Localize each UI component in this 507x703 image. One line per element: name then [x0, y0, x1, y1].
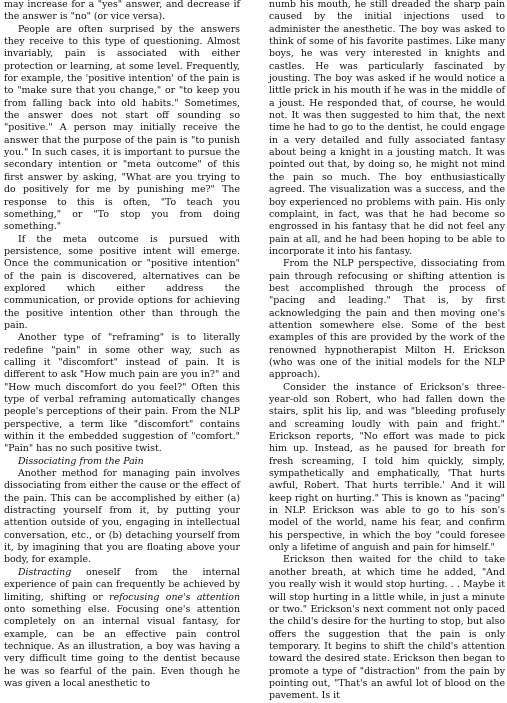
- paragraph: may increase for a "yes" answer, and decrease if the answer is "no" (or vice versa).: [4, 0, 240, 23]
- paragraph: Consider the instance of Erickson's three-year-old son Robert, who had fallen down the stairs, split his lip, and was "bleeding profusely and screaming loudly with pain and fright." Erickson reports, "No effort was made to pick him up. Instead, as he paused for breath for fresh screaming, I told him quickly, simply, sympathetically and emphatically, 'That hurts awful, Robert. That hurts terrible.' And it will keep right on hurting." This is known as "pacing" in NLP. Erickson was able to go to his son's model of the world, name his fear, and confirm his perspective, in which the boy "could foresee only a lifetime of anguish and pain for himself.": [269, 381, 505, 554]
- paragraph: Another method for managing pain involves dissociating from either the cause or the effect of the pain. This can be accomplished by either (a) distracting yourself from it, by putting your attention outside of you, engaging in intellectual conversation, etc., or (b) detaching yourself from it, by imagining that you are floating above your body, for example.: [4, 468, 240, 566]
- right-column: [269, 0, 505, 703]
- paragraph: [4, 567, 240, 690]
- paragraph: Erickson then waited for the child to take another breath, at which time he added, "And you really wish it would stop hurting. . . Maybe it will stop hurting in a little while, in just a minute or two." Erickson's next comment not only paced the child's desire for the hurting to stop, but also offers the suggestion that the pain is only temporary. It begins to shift the child's attention toward the desired state. Erickson then began to promote a type of "distraction" from the pain by pointing out, "That's an awful lot of blood on the pavement. Is it: [269, 554, 505, 702]
- paragraph: From the NLP perspective, dissociating from pain through refocusing or shifting attention is best accomplished through the process of "pacing and leading." That is, by first acknowledging the pain and then moving one's attention somewhere else. Some of the best examples of this are provided by the work of the renowned hypnotherapist Milton H. Erickson (who was one of the initial models for the NLP approach).: [269, 258, 505, 381]
- left-column: [4, 0, 240, 690]
- body-text: oneself from the internal experience of pain can frequently be achieved by limiting, shifting or: [4, 566, 240, 603]
- paragraph: Another type of "reframing" is to literally redefine "pain" in some other way, such as calling it "discomfort" instead of pain. It is different to ask "How much pain are you in?" and "How much discomfort do you feel?" Often this type of verbal reframing automatically changes people's perceptions of their pain. From the NLP perspective, a term like "discomfort" contains within it the embedded suggestion of "comfort." "Pain" has no such positive twist.: [4, 332, 240, 455]
- paragraph: numb his mouth, he still dreaded the sharp pain caused by the initial injections used to administer the anesthetic. The boy was asked to think of some of his favorite pastimes. Like many boys, he was very interested in knights and castles. He was particularly fascinated by jousting. The boy was asked if he would notice a little prick in his mouth if he was in the middle of a joust. He responded that, of course, he would not. It was then suggested to him that, the next time he had to go to the dentist, he could engage in a very detailed and fully associated fantasy about being a knight in a jousting match. It was pointed out that, by doing so, he might not mind the pain so much. The boy enthusiastically agreed. The visualization was a success, and the boy experienced no problems with pain. His only complaint, in fact, was that he had become so engrossed in his fantasy that he did not feel any pain at all, and he had been hoping to be able to incorporate it into his fantasy.: [269, 0, 505, 257]
- emphasis-text: refocusing one's attention: [109, 591, 240, 603]
- section-heading: Dissociating from the Pain: [18, 455, 144, 467]
- paragraph: People are often surprised by the answers they receive to this type of questioning. Almost invariably, pain is associated with either protection or learning, at some level. Frequently, for example, the 'positive intention' of the pain is to "make sure that you change," or "to keep you from falling back into old habits." Sometimes, the answer does not start off sounding so "positive." A person may initially receive the answer that the purpose of the pain is "to punish you." In such cases, it is important to pursue the secondary intention or "meta outcome" of this first answer by asking, "What are you trying to do positively for me by punishing me?" The response to this is often, "To teach you something," or "To stop you from doing something.": [4, 23, 240, 233]
- emphasis-text: Distracting: [18, 566, 72, 578]
- paragraph: If the meta outcome is pursued with persistence, some positive intent will emerge. Once the communication or "positive intention" of the pain is discovered, alternatives can be explored which either address the communication, or provide options for achieving the positive intention other than through the pain.: [4, 233, 240, 331]
- body-text: onto something else. Focusing one's attention completely on an internal visual fantasy, for example, can be an effective pain control technique. As an illustration, a boy was having a very difficult time going to the dentist because he was so fearful of the pain. Even though he was given a local anesthetic to: [4, 603, 240, 689]
